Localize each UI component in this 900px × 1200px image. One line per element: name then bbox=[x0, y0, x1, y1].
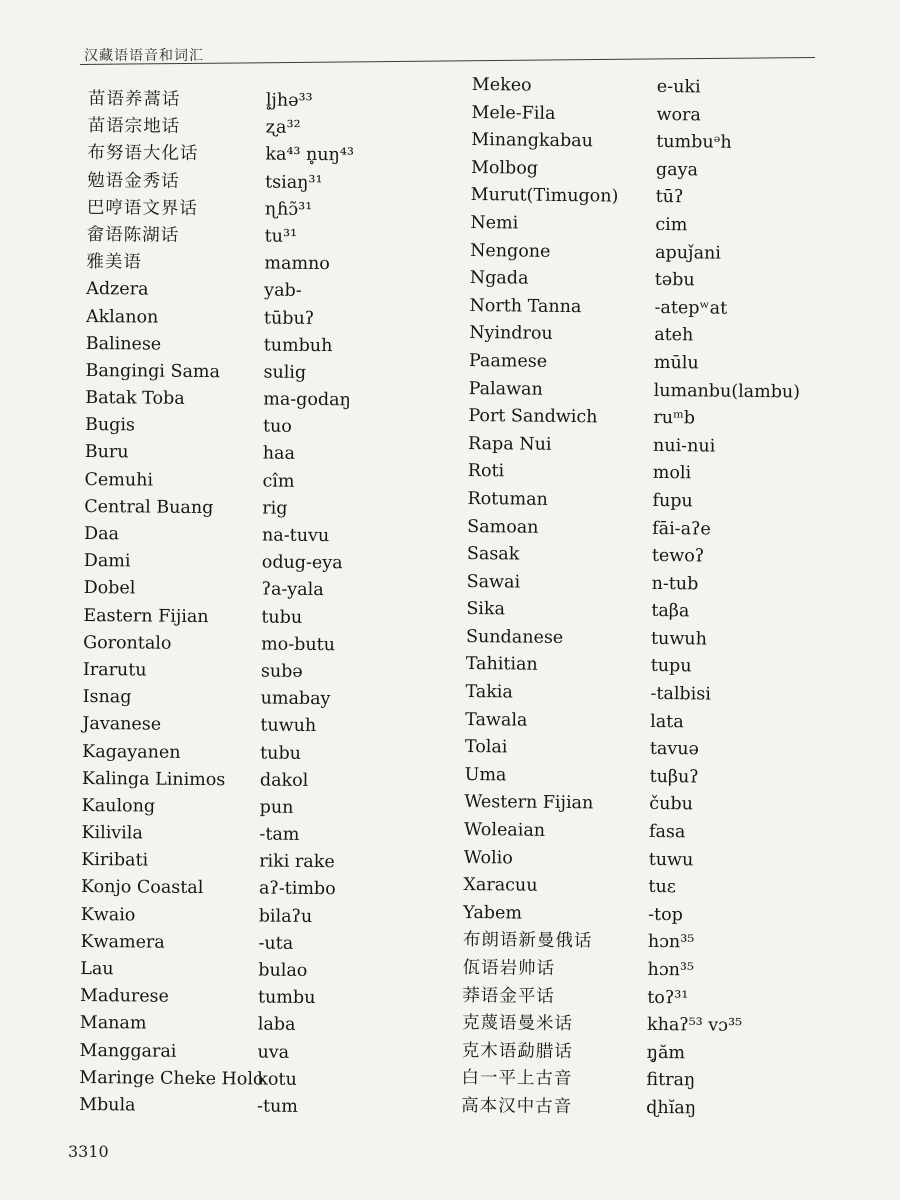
language-name: Javanese bbox=[82, 714, 162, 735]
right-column bbox=[461, 72, 832, 1124]
word-form: tubu bbox=[260, 743, 302, 764]
word-form: dakol bbox=[259, 770, 309, 791]
language-name: Gorontalo bbox=[83, 632, 172, 654]
language-name: Samoan bbox=[467, 516, 539, 538]
language-name: Dami bbox=[83, 551, 131, 572]
language-name: Takia bbox=[465, 682, 513, 703]
entry-row bbox=[81, 902, 441, 932]
word-form: tuɛ bbox=[648, 877, 676, 898]
word-form: umabay bbox=[260, 688, 331, 710]
entry-row bbox=[82, 738, 442, 768]
language-name: Buru bbox=[84, 442, 129, 463]
word-form: tuo bbox=[262, 416, 292, 438]
entry-row bbox=[468, 431, 828, 462]
language-name: Daa bbox=[84, 523, 120, 545]
language-name: Molbog bbox=[470, 157, 539, 179]
language-name: Kwamera bbox=[80, 931, 165, 953]
language-name: Bangingi Sama bbox=[85, 360, 221, 383]
entry-row bbox=[471, 100, 831, 131]
entry-row bbox=[469, 348, 829, 379]
language-name: Sika bbox=[466, 599, 506, 620]
entry-row bbox=[88, 86, 448, 116]
entry-row bbox=[462, 1038, 822, 1069]
entry-row bbox=[83, 684, 443, 714]
entry-row bbox=[79, 1065, 439, 1095]
language-name: 佤语岩帅话 bbox=[462, 957, 556, 979]
language-name: North Tanna bbox=[469, 295, 582, 317]
entry-row bbox=[86, 303, 446, 333]
language-name: Murut(Timugon) bbox=[470, 185, 619, 207]
language-name: Isnag bbox=[82, 687, 132, 708]
word-form: ɖhĭaŋ bbox=[646, 1097, 697, 1119]
language-name: Uma bbox=[464, 764, 507, 786]
entry-row bbox=[462, 983, 822, 1014]
entry-row bbox=[85, 358, 445, 388]
language-name: Eastern Fijian bbox=[83, 605, 209, 627]
word-form: mūlu bbox=[653, 352, 699, 374]
word-form: riki rake bbox=[259, 851, 335, 873]
word-form: lumanbu(lambu) bbox=[653, 380, 801, 402]
language-name: Rotuman bbox=[467, 488, 548, 510]
language-name: Kagayanen bbox=[82, 741, 181, 763]
language-name: Maringe Cheke Holo bbox=[79, 1067, 264, 1090]
entry-row bbox=[466, 596, 826, 627]
entry-row bbox=[461, 1093, 821, 1124]
entry-row bbox=[468, 403, 828, 434]
language-name: Nengone bbox=[470, 240, 551, 262]
word-form: tūʔ bbox=[655, 187, 684, 208]
word-form: nui-nui bbox=[652, 435, 716, 457]
language-name: 布努语大化话 bbox=[87, 143, 199, 165]
word-form: toʔ³¹ bbox=[647, 987, 689, 1008]
entry-row bbox=[468, 458, 828, 489]
language-name: Sawai bbox=[466, 571, 521, 593]
entry-row bbox=[462, 1010, 822, 1041]
entry-row bbox=[80, 956, 440, 986]
word-form: rig bbox=[262, 498, 288, 519]
word-form: sulig bbox=[263, 362, 307, 383]
entry-row bbox=[84, 521, 444, 551]
word-form: -tam bbox=[259, 824, 300, 845]
word-form: tumbuh bbox=[263, 335, 333, 356]
language-name: 勉语金秀话 bbox=[87, 170, 180, 192]
entry-row bbox=[467, 569, 827, 600]
word-form: tewoʔ bbox=[651, 546, 705, 567]
word-form: taβa bbox=[651, 601, 690, 622]
language-name: Irarutu bbox=[82, 659, 147, 681]
language-name: Cemuhi bbox=[84, 469, 154, 491]
language-name: Wolio bbox=[463, 847, 513, 869]
left-column bbox=[79, 86, 448, 1122]
language-name: Nyindrou bbox=[469, 323, 553, 345]
entry-row bbox=[80, 929, 440, 959]
word-form: kotu bbox=[257, 1069, 297, 1090]
language-name: Woleaian bbox=[463, 819, 546, 841]
word-form: subə bbox=[260, 661, 303, 682]
word-form: ɳɦɔ̃³¹ bbox=[264, 199, 313, 220]
entry-row bbox=[79, 1092, 439, 1122]
language-name: Kalinga Linimos bbox=[81, 768, 226, 790]
entry-row bbox=[469, 293, 829, 324]
word-form: tuwuh bbox=[650, 628, 708, 650]
word-form: n-tub bbox=[651, 573, 699, 595]
word-form: moli bbox=[652, 463, 692, 484]
word-form: gaya bbox=[655, 159, 699, 181]
language-name: 雅美语 bbox=[86, 252, 143, 273]
word-form: ka⁴³ n̥uŋ⁴³ bbox=[265, 144, 354, 166]
language-name: Konjo Coastal bbox=[80, 877, 204, 899]
entry-row bbox=[87, 140, 447, 170]
entry-row bbox=[461, 1065, 821, 1096]
running-head: 汉藏语语音和词汇 bbox=[84, 48, 204, 64]
language-name: Bugis bbox=[84, 415, 136, 436]
word-form: ʔa-yala bbox=[261, 579, 324, 601]
word-form: yab- bbox=[264, 280, 302, 302]
word-form: apuǰani bbox=[655, 242, 722, 264]
entry-row bbox=[85, 439, 445, 469]
word-form: mo-butu bbox=[261, 634, 336, 655]
entry-row bbox=[465, 679, 825, 710]
entry-row bbox=[82, 711, 442, 741]
page-number: 3310 bbox=[68, 1142, 109, 1161]
entry-row bbox=[472, 72, 832, 103]
language-name: Mbula bbox=[79, 1094, 136, 1116]
language-name: Ngada bbox=[469, 268, 529, 289]
word-form: hɔn³⁵ bbox=[647, 932, 695, 953]
language-name: Madurese bbox=[79, 986, 170, 1007]
language-name: Kiribati bbox=[81, 850, 149, 871]
entry-row bbox=[471, 182, 831, 213]
word-form: bilaʔu bbox=[258, 906, 313, 927]
word-form: ateh bbox=[654, 325, 694, 346]
entry-row bbox=[84, 548, 444, 578]
language-name: Paamese bbox=[468, 350, 548, 372]
language-name: Western Fijian bbox=[464, 792, 594, 814]
entry-row bbox=[79, 1038, 439, 1068]
language-name: Adzera bbox=[86, 279, 149, 300]
entry-row bbox=[83, 657, 443, 687]
entry-row bbox=[470, 238, 830, 269]
language-name: Central Buang bbox=[84, 496, 214, 518]
word-form: khaʔ⁵³ vɔ³⁵ bbox=[646, 1015, 743, 1037]
entry-row bbox=[86, 276, 446, 306]
word-form: cim bbox=[655, 214, 688, 236]
language-name: 畲语陈湖话 bbox=[86, 224, 180, 246]
word-form: čubu bbox=[649, 794, 693, 815]
language-name: Tawala bbox=[465, 709, 528, 731]
language-name: 巴哼语文界话 bbox=[86, 197, 199, 219]
language-name: Dobel bbox=[83, 578, 136, 599]
word-form: tu³¹ bbox=[264, 226, 298, 247]
language-name: Xaracuu bbox=[463, 875, 538, 896]
language-name: Tahitian bbox=[465, 654, 538, 676]
word-form: l̥jhə³³ bbox=[265, 90, 313, 111]
language-name: 克蔑语曼米话 bbox=[461, 1013, 574, 1035]
entry-row bbox=[464, 762, 824, 793]
entry-row bbox=[85, 385, 445, 415]
language-name: Kaulong bbox=[81, 795, 156, 817]
word-form: lata bbox=[650, 711, 684, 732]
word-form: tuwuh bbox=[260, 715, 317, 737]
entry-row bbox=[87, 195, 447, 225]
word-form: -uta bbox=[258, 933, 294, 954]
word-form: na-tuvu bbox=[261, 525, 330, 547]
word-form: laba bbox=[257, 1014, 296, 1036]
word-form: fupu bbox=[652, 490, 693, 512]
word-form: ruᵐb bbox=[653, 408, 696, 429]
language-name: Roti bbox=[467, 461, 505, 482]
entry-row bbox=[467, 486, 827, 517]
entry-row bbox=[81, 874, 441, 904]
entry-row bbox=[88, 113, 448, 143]
word-form: -talbisi bbox=[650, 683, 711, 705]
entry-row bbox=[80, 1010, 440, 1040]
entry-row bbox=[465, 707, 825, 738]
entry-row bbox=[463, 900, 823, 931]
word-form: wora bbox=[656, 104, 701, 125]
word-form: tubu bbox=[261, 607, 303, 628]
entry-row bbox=[464, 845, 824, 876]
entry-row bbox=[470, 265, 830, 296]
language-name: Sasak bbox=[466, 544, 520, 565]
word-form: e-uki bbox=[656, 76, 701, 98]
entry-row bbox=[83, 575, 443, 605]
entry-row bbox=[86, 331, 446, 361]
language-name: Minangkabau bbox=[471, 130, 594, 152]
language-name: Manggarai bbox=[79, 1040, 177, 1062]
entry-row bbox=[85, 412, 445, 442]
entry-row bbox=[471, 127, 831, 158]
word-form: hɔn³⁵ bbox=[647, 959, 695, 981]
language-name: Rapa Nui bbox=[468, 433, 552, 455]
word-form: odug-eya bbox=[261, 552, 343, 574]
entry-row bbox=[87, 222, 447, 252]
word-form: cîm bbox=[262, 471, 295, 492]
language-name: Batak Toba bbox=[85, 388, 185, 409]
word-form: -top bbox=[648, 904, 683, 926]
language-name: 白一平上古音 bbox=[461, 1068, 573, 1090]
entry-row bbox=[469, 320, 829, 351]
entry-row bbox=[466, 651, 826, 682]
language-name: Tolai bbox=[464, 737, 508, 758]
word-form: ŋ̥ăm bbox=[646, 1042, 686, 1064]
language-name: 克木语勐腊话 bbox=[461, 1040, 573, 1062]
entry-row bbox=[464, 789, 824, 820]
word-form: təbu bbox=[654, 270, 695, 291]
word-form: tuβuʔ bbox=[649, 766, 699, 788]
word-form: tumbu bbox=[257, 987, 316, 1009]
word-form: -atepʷat bbox=[654, 297, 728, 319]
language-name: 苗语宗地话 bbox=[87, 116, 181, 137]
word-form: tsiaŋ³¹ bbox=[265, 172, 323, 193]
language-name: 布朗语新曼俄话 bbox=[462, 930, 593, 952]
entry-row bbox=[470, 210, 830, 241]
word-form: bulao bbox=[258, 960, 308, 981]
language-name: Kilivila bbox=[81, 823, 143, 844]
entry-row bbox=[80, 983, 440, 1013]
language-name: Balinese bbox=[85, 333, 162, 355]
word-form: -tum bbox=[257, 1096, 298, 1117]
language-name: Port Sandwich bbox=[468, 406, 598, 428]
entry-row bbox=[82, 766, 442, 796]
language-name: Lau bbox=[80, 958, 114, 980]
entry-row bbox=[83, 630, 443, 660]
word-form: mamno bbox=[264, 253, 330, 275]
word-form: fāi-aʔe bbox=[652, 518, 711, 540]
entry-row bbox=[467, 541, 827, 572]
entry-row bbox=[87, 168, 447, 198]
word-form: aʔ-timbo bbox=[258, 878, 336, 900]
entry-row bbox=[463, 927, 823, 958]
entry-row bbox=[464, 817, 824, 848]
entry-row bbox=[462, 955, 822, 986]
entry-row bbox=[84, 494, 444, 524]
language-name: Mele-Fila bbox=[471, 102, 556, 124]
word-form: fitraŋ bbox=[646, 1070, 696, 1091]
entry-row bbox=[81, 847, 441, 877]
word-form: tuwu bbox=[648, 849, 694, 870]
word-form: ʐa³² bbox=[265, 117, 301, 139]
language-name: 高本汉中古音 bbox=[461, 1095, 573, 1118]
entry-row bbox=[84, 467, 444, 497]
language-name: Mekeo bbox=[471, 74, 532, 96]
entry-row bbox=[83, 603, 443, 633]
language-name: 苗语养蒿话 bbox=[87, 88, 181, 110]
word-form: haa bbox=[262, 443, 296, 465]
word-form: tavuə bbox=[649, 739, 700, 760]
language-name: Sundanese bbox=[465, 626, 564, 648]
entry-row bbox=[469, 376, 829, 407]
entry-row bbox=[466, 624, 826, 655]
entry-row bbox=[81, 820, 441, 850]
entry-row bbox=[463, 872, 823, 903]
word-form: uva bbox=[257, 1042, 290, 1063]
language-name: Kwaio bbox=[80, 904, 136, 926]
language-name: Aklanon bbox=[85, 306, 159, 328]
entry-row bbox=[467, 513, 827, 544]
language-name: Palawan bbox=[468, 378, 543, 400]
entry-row bbox=[465, 734, 825, 765]
word-form: fasa bbox=[648, 821, 686, 843]
entry-row bbox=[86, 249, 446, 279]
word-form: tūbuʔ bbox=[263, 308, 315, 329]
word-form: tupu bbox=[650, 656, 692, 677]
word-form: pun bbox=[259, 797, 294, 818]
language-name: 莽语金平话 bbox=[462, 985, 555, 1007]
word-form: tumbuᵊh bbox=[656, 132, 732, 153]
word-form: ma-godaŋ bbox=[263, 389, 351, 411]
language-name: Yabem bbox=[463, 902, 523, 924]
entry-row bbox=[82, 793, 442, 823]
language-name: Nemi bbox=[470, 212, 519, 234]
entry-row bbox=[471, 155, 831, 186]
language-name: Manam bbox=[79, 1013, 147, 1034]
